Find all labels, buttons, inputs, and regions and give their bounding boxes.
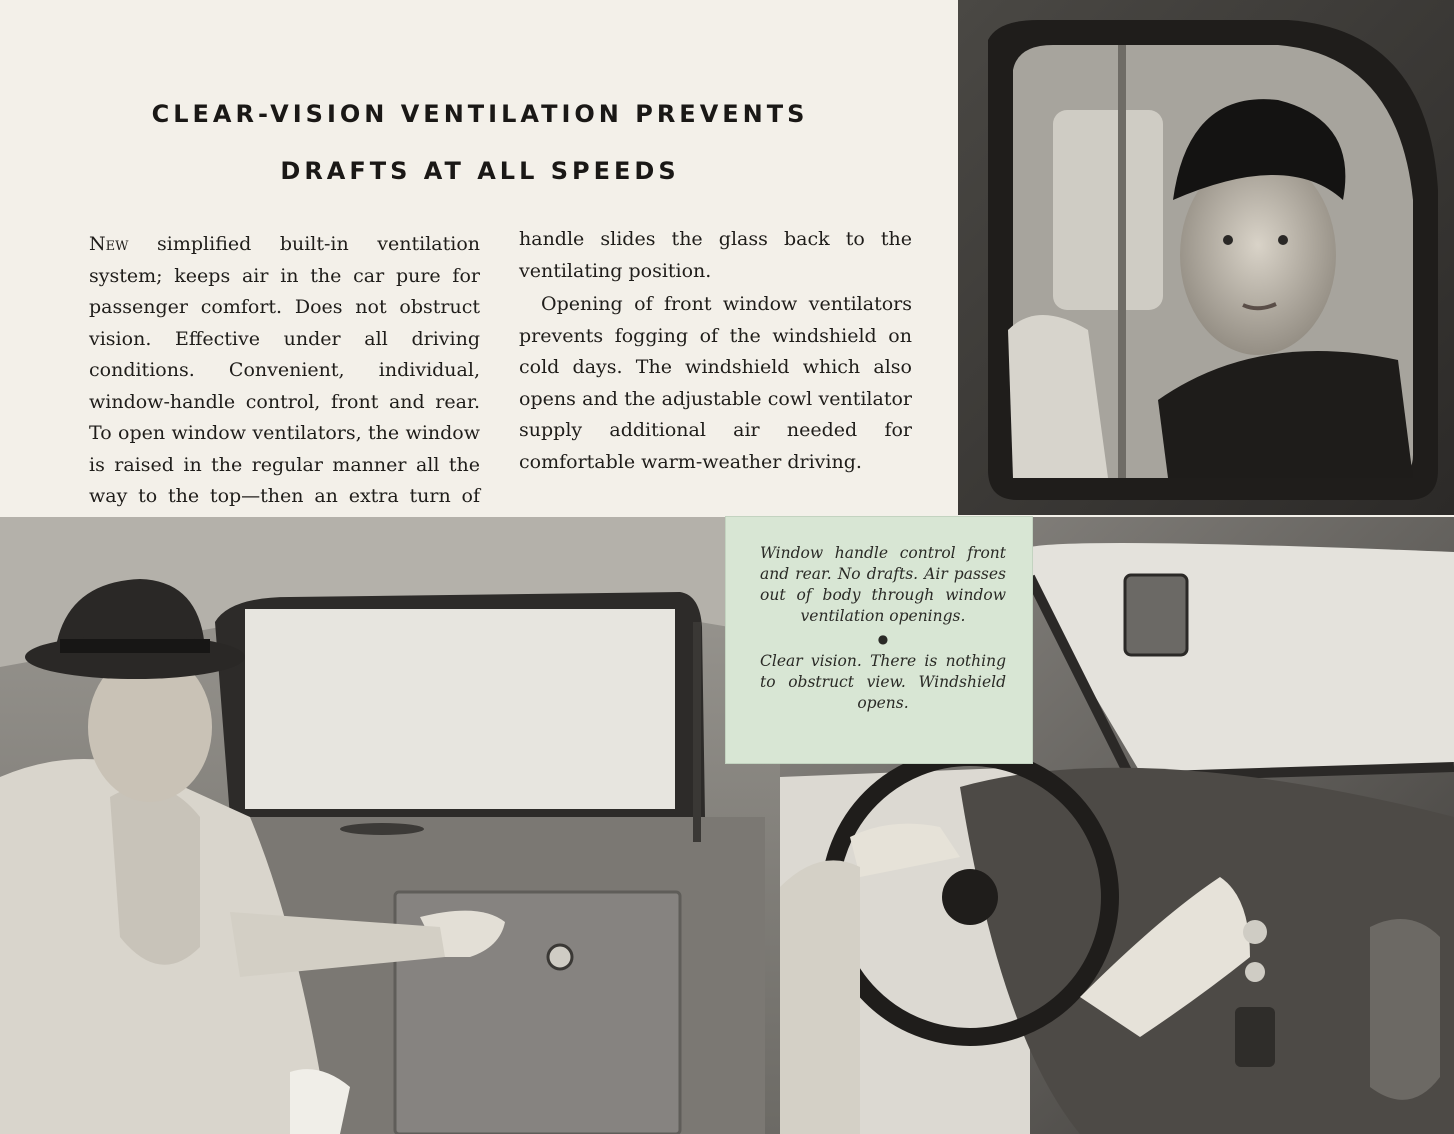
caption-paragraph-1: Window handle control front and rear. No drafts. Air passes out of body through window ventilation openings. [760, 544, 1006, 625]
body-column-2-paragraph-2: Opening of front window ventilators prevents fogging of the windshield on cold days. The windshield which also opens and the adjustable cowl ventilator supply additional air needed for comfortable warm-weather driving. [519, 293, 912, 473]
body-column-2-paragraph-1: handle slides the glass back to the ventilating position. [519, 228, 912, 282]
page-title-line-1: CLEAR-VISION VENTILATION PREVENTS [151, 100, 809, 128]
page-title-line-2: DRAFTS AT ALL SPEEDS [280, 157, 680, 185]
body-column-1-text: simplified built-in ventilation system; keeps air in the car pure for passenger comfort. Does not obstruct vision. Effective under all driving conditions. Convenient, individual, window-handle control, front and rear. To open window ventilators, the window is raised in the regular manner all the way to the top—then an extra turn of [89, 233, 480, 507]
photo-man-at-window-handle [0, 517, 780, 1134]
lead-word: New [89, 233, 129, 255]
body-column-2 [519, 224, 912, 478]
photo-woman-in-car-window [958, 0, 1454, 515]
caption-separator: ● [877, 632, 889, 646]
caption-paragraph-2: Clear vision. There is nothing to obstruct view. Windshield opens. [760, 652, 1006, 712]
body-column-1 [89, 229, 480, 544]
caption-panel [726, 517, 1032, 763]
